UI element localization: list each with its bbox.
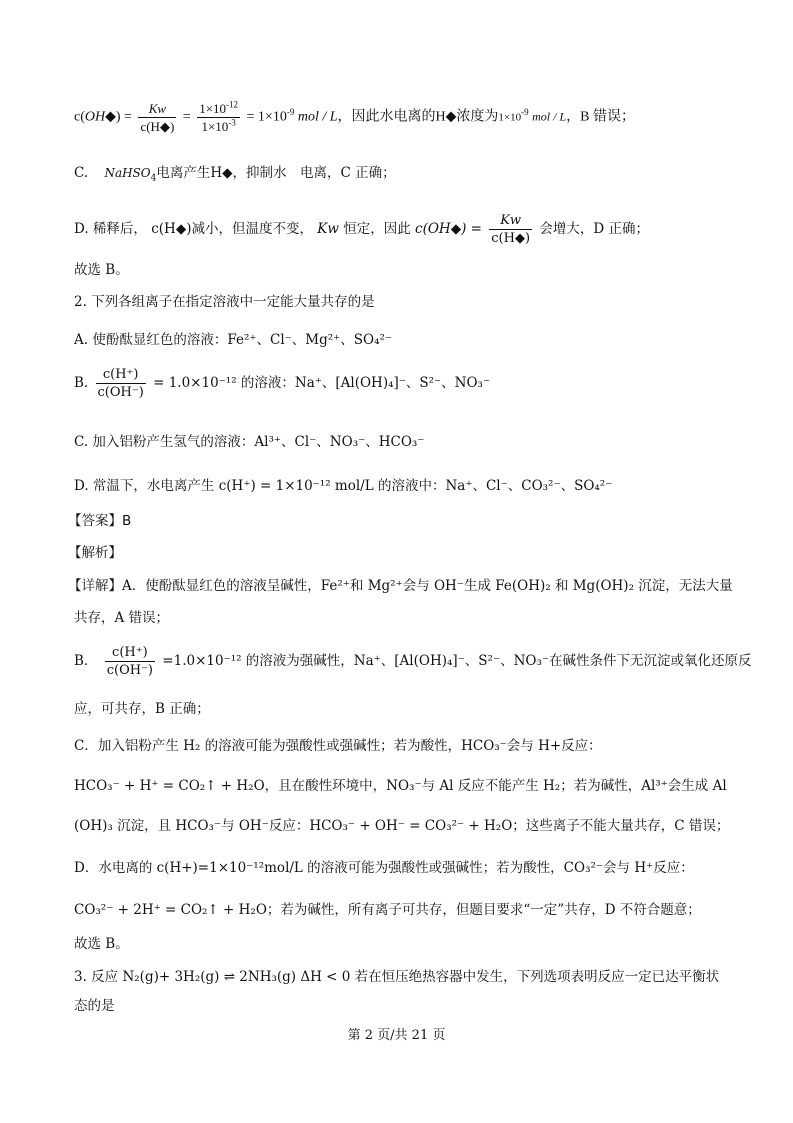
fraction-kw-2: [489, 212, 532, 247]
frac-den: c(OH⁻): [106, 663, 153, 678]
frac-num: c(H⁺): [96, 366, 146, 384]
explanation-a-1: 【详解】A．使酚酞显红色的溶液呈碱性，Fe²⁺和 Mg²⁺会与 OH⁻生成 Fe(OH)₂ 和 Mg(OH)₂ 沉淀，无法大量: [68, 578, 733, 594]
frac-num: c(H⁺): [105, 644, 155, 662]
text: 电离产生H◆，抑制水 电离，C 正确；: [156, 165, 396, 181]
question-2-stem: 2. 下列各组离子在指定溶液中一定能大量共存的是: [74, 294, 375, 310]
text-c: c: [74, 109, 81, 125]
question-3-stem-1: 3. 反应 N₂(g)+ 3H₂(g) ⇌ 2NH₃(g) ΔH < 0 若在恒压绝热容器中发生，下列选项表明反应一定已达平衡状: [74, 969, 720, 985]
line-choose-b: 故选 B。: [74, 262, 129, 278]
text-b: c(H◆)减小，但温度不变，: [151, 221, 313, 237]
question-2-option-d: D. 常温下，水电离产生 c(H⁺) = 1×10⁻¹² mol/L 的溶液中：Na⁺、Cl⁻、CO₃²⁻、SO₄²⁻: [74, 478, 613, 494]
frac-num: Kw: [138, 100, 176, 118]
explanation-b-2: 应，可共存，B 正确；: [74, 701, 210, 717]
analysis-label: 【解析】: [68, 545, 122, 561]
explanation-c-1: C．加入铝粉产生 H₂ 的溶液可能为强酸性或强碱性；若为酸性，HCO₃⁻会与 H+反应：: [74, 738, 602, 754]
explanation-d-1: D．水电离的 c(H+)=1×10⁻¹²mol/L 的溶液可能为强酸性或强碱性；若为酸性，CO₃²⁻会与 H⁺反应：: [74, 860, 694, 876]
label: B．: [74, 653, 98, 669]
oh-expr: c(OH◆): [415, 221, 467, 237]
frac-den: c(OH⁻): [97, 385, 144, 400]
frac-den: c(H◆): [140, 119, 175, 134]
label: C.: [74, 165, 89, 181]
frac-num: $1\times 10^{-12}$: [199, 99, 239, 116]
question-2-option-b: [74, 366, 733, 401]
chem-formula: NaHSO: [104, 166, 151, 180]
result-exp: -9: [286, 107, 295, 118]
text-e: 会增大，D 正确；: [539, 221, 649, 237]
fraction-kw: [138, 100, 176, 135]
text2: ，B 错误；: [566, 109, 635, 125]
question-3-stem-2: 态的是: [74, 998, 115, 1014]
value: 1×10: [498, 111, 522, 124]
unit2: mol / L: [532, 109, 567, 124]
question-2-option-c: C. 加入铝粉产生氢气的溶液：Al³⁺、Cl⁻、NO₃⁻、HCO₃⁻: [74, 434, 425, 450]
unit: mol / L: [297, 109, 338, 125]
line-option-c: [74, 164, 733, 182]
fraction-values: [197, 100, 240, 135]
fraction-h-oh: [96, 366, 146, 401]
kw: Kw: [317, 221, 339, 237]
text: =1.0×10⁻¹² 的溶液为强碱性，Na⁺、[Al(OH)₄]⁻、S²⁻、NO₃⁻在碱性条件下无沉淀或氧化还原反: [162, 653, 752, 669]
explanation-b: [74, 644, 752, 679]
label: B.: [74, 375, 89, 391]
question-2-option-a: A. 使酚酞显红色的溶液：Fe²⁺、Cl⁻、Mg²⁺、SO₄²⁻: [74, 332, 393, 348]
text: ，因此水电离的H◆浓度为: [337, 109, 499, 125]
line-option-d: D. 稀释后， c(H◆)减小，但温度不变， Kw 恒定，因此 c(OH◆) = $\frac{Kw}{c(H◆)}$ 会增大，D 正确；: [74, 213, 649, 246]
frac-den: $1\times 10^{-3}$: [201, 117, 236, 134]
explanation-choose-b: 故选 B。: [74, 936, 129, 952]
frac-num: Kw: [489, 212, 532, 230]
explanation-d-2: CO₃²⁻ + 2H⁺ = CO₂↑ + H₂O；若为碱性，所有离子可共存，但题目要求“一定”共存，D 不符合题意；: [74, 902, 701, 918]
text-oh: OH◆: [84, 109, 116, 125]
text-a: D. 稀释后，: [74, 221, 147, 237]
text-c: 恒定，因此: [343, 221, 411, 237]
page-footer: 第 2 页/共 21 页: [347, 1028, 446, 1043]
frac-den: c(H◆): [491, 231, 531, 246]
explanation-a-2: 共存，A 错误；: [74, 610, 170, 626]
chem-sub: 4: [150, 173, 157, 184]
explanation-c-3: (OH)₃ 沉淀，且 HCO₃⁻与 OH⁻反应：HCO₃⁻ + OH⁻ = CO₃²⁻ + H₂O；这些离子不能大量共存，C 错误；: [74, 818, 730, 834]
answer-label: 【答案】B: [68, 513, 132, 529]
fraction-h-oh-2: [105, 644, 155, 679]
value-exp: -9: [521, 107, 529, 118]
text: = 1.0×10⁻¹² 的溶液：Na⁺、[Al(OH)₄]⁻、S²⁻、NO₃⁻: [153, 375, 491, 391]
explanation-c-2: HCO₃⁻ + H⁺ = CO₂↑ + H₂O，且在酸性环境中，NO₃⁻与 Al 反应不能产生 H₂；若为碱性，Al³⁺会生成 Al: [74, 778, 727, 794]
line-oh-concentration: c(OH◆) = $\frac{Kw}{c(H◆)}$ = $\frac{1\times 10^{-12}}{1\times 10^{-3}}$ = $1\times 10^{-9}$ mol / L，因此水电离的H◆浓度为$1\times 10^{-9}$ mol / L，B 错误；: [74, 99, 635, 134]
result: = 1×10: [246, 109, 287, 125]
